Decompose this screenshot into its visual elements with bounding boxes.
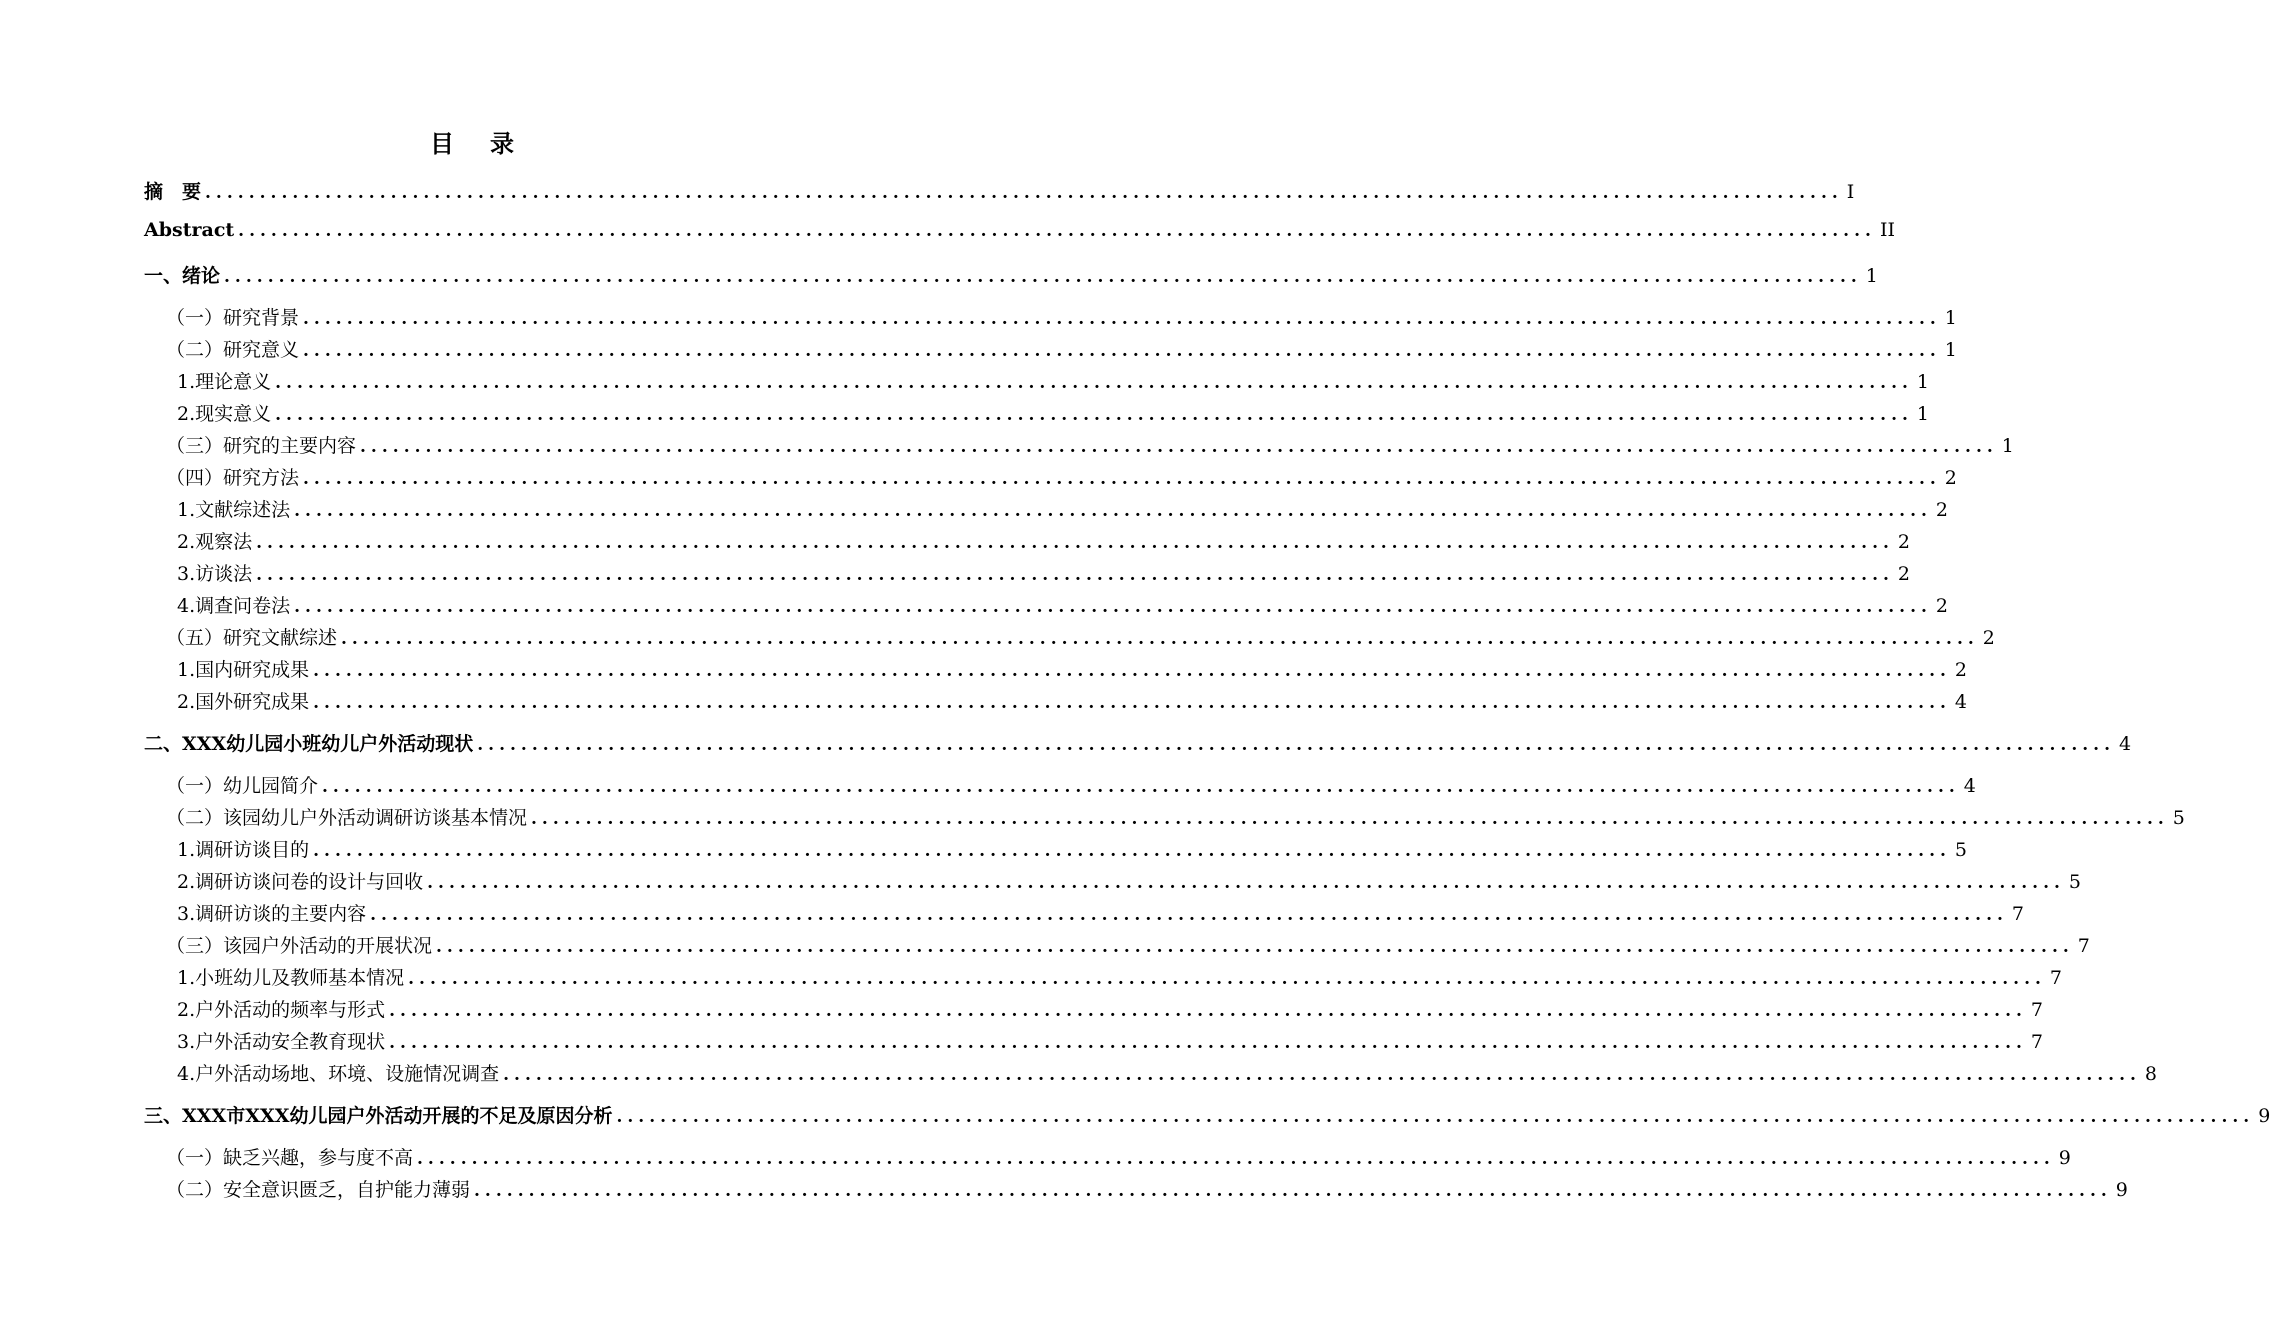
toc-dot-leader: ...................................................................................................................................................... <box>294 597 1932 617</box>
toc-dot-leader: ...................................................................................................................................................... <box>360 437 1998 457</box>
toc-page-number: 9 <box>2258 1105 2270 1127</box>
toc-dot-leader: ...................................................................................................................................................... <box>531 809 2169 829</box>
toc-page-number: 5 <box>2068 871 2082 893</box>
toc-entry[interactable] <box>166 623 1995 655</box>
toc-entry[interactable] <box>177 399 1930 431</box>
toc-entry-label: 1.文献综述法 <box>177 499 291 521</box>
toc-page-number: 9 <box>2115 1179 2128 1201</box>
toc-page-number: 2 <box>1944 467 1957 489</box>
toc-page-number: I <box>1846 181 1855 203</box>
toc-entry[interactable] <box>177 367 1930 399</box>
toc-page-number: 1 <box>1865 265 1878 287</box>
toc-entry[interactable] <box>177 559 1911 591</box>
toc-entry[interactable] <box>177 495 1949 527</box>
toc-entry-label: 一、绪论 <box>144 265 221 287</box>
toc-page-number: 4 <box>1954 691 1968 713</box>
toc-entry[interactable] <box>166 1143 2071 1175</box>
toc-page-number: 1 <box>2001 435 2014 457</box>
toc-entry[interactable] <box>177 899 2025 931</box>
toc-entry[interactable] <box>144 1101 2270 1133</box>
toc-dot-leader: ...................................................................................................................................................... <box>503 1065 2141 1085</box>
toc-entry-label: 2.观察法 <box>177 531 253 553</box>
toc-entry[interactable] <box>166 463 1957 495</box>
toc-entry-label: 4.户外活动场地、环境、设施情况调查 <box>177 1063 500 1085</box>
toc-entry[interactable] <box>166 1175 2128 1207</box>
toc-entry[interactable] <box>166 303 1957 335</box>
toc-entry-label: 3.户外活动安全教育现状 <box>177 1031 386 1053</box>
toc-dot-leader: ...................................................................................................................................................... <box>616 1107 2255 1127</box>
toc-entry[interactable] <box>177 687 1968 719</box>
toc-entry[interactable] <box>144 177 1855 209</box>
toc-page-number: 1 <box>1944 339 1957 361</box>
toc-entry-label: （一）缺乏兴趣，参与度不高 <box>166 1147 414 1169</box>
toc-page-number: 7 <box>2077 935 2090 957</box>
toc-dot-leader: ...................................................................................................................................................... <box>322 777 1960 797</box>
toc-entry-label: （一）研究背景 <box>166 307 300 329</box>
toc-entry-label: （二）该园幼儿户外活动调研访谈基本情况 <box>166 807 528 829</box>
toc-entry-label: （一）幼儿园简介 <box>166 775 319 797</box>
toc-entry[interactable] <box>166 335 1957 367</box>
toc-dot-leader: ...................................................................................................................................................... <box>427 873 2065 893</box>
toc-dot-leader: ...................................................................................................................................................... <box>474 1181 2112 1201</box>
toc-dot-leader: ...................................................................................................................................................... <box>341 629 1979 649</box>
toc-entry[interactable] <box>177 963 2063 995</box>
toc-page-number: 1 <box>1944 307 1957 329</box>
toc-entry-label: （三）该园户外活动的开展状况 <box>166 935 433 957</box>
toc-page-number: 2 <box>1897 531 1911 553</box>
page-title: 目 录 <box>430 129 520 158</box>
toc-entry[interactable] <box>177 655 1968 687</box>
toc-page-number: 2 <box>1897 563 1911 585</box>
toc-entry-label: 2.现实意义 <box>177 403 272 425</box>
toc-entry-label: 2.国外研究成果 <box>177 691 310 713</box>
toc-entry-label: Abstract <box>144 219 235 241</box>
toc-entry-label: （四）研究方法 <box>166 467 300 489</box>
toc-page-number: 7 <box>2030 999 2044 1021</box>
toc-entry-label: （二）研究意义 <box>166 339 300 361</box>
toc-entry[interactable] <box>166 803 2185 835</box>
toc-page-number: 2 <box>1935 595 1949 617</box>
toc-dot-leader: ...................................................................................................................................................... <box>275 405 1913 425</box>
toc-dot-leader: ...................................................................................................................................................... <box>370 905 2008 925</box>
toc-entry[interactable] <box>177 867 2082 899</box>
toc-entry[interactable] <box>166 771 1976 803</box>
toc-entry-label: 2.户外活动的频率与形式 <box>177 999 386 1021</box>
toc-dot-leader: ...................................................................................................................................................... <box>303 309 1941 329</box>
toc-dot-leader: ...................................................................................................................................................... <box>417 1149 2055 1169</box>
toc-page-number: 5 <box>1954 839 1968 861</box>
toc-page-number: 2 <box>1935 499 1949 521</box>
toc-page-number: 2 <box>1954 659 1968 681</box>
toc-dot-leader: ...................................................................................................................................................... <box>477 735 2116 755</box>
toc-dot-leader: ...................................................................................................................................................... <box>205 183 1843 203</box>
toc-entry-label: 1.理论意义 <box>177 371 272 393</box>
toc-entry[interactable] <box>166 931 2090 963</box>
toc-page-number: 1 <box>1916 403 1930 425</box>
toc-entry-label: 二、XXX幼儿园小班幼儿户外活动现状 <box>144 733 474 755</box>
toc-entry-label: 3.调研访谈的主要内容 <box>177 903 367 925</box>
toc-dot-leader: ...................................................................................................................................................... <box>436 937 2074 957</box>
toc-page-number: 4 <box>1963 775 1976 797</box>
toc-page-number: 8 <box>2144 1063 2158 1085</box>
toc-dot-leader: ...................................................................................................................................................... <box>303 469 1941 489</box>
toc-page-number: 5 <box>2172 807 2185 829</box>
toc-dot-leader: ...................................................................................................................................................... <box>408 969 2046 989</box>
toc-entry-label: 1.小班幼儿及教师基本情况 <box>177 967 405 989</box>
toc-entry[interactable] <box>177 995 2044 1027</box>
toc-page-number: II <box>1879 219 1895 241</box>
toc-entry-label: （三）研究的主要内容 <box>166 435 357 457</box>
toc-entry[interactable] <box>144 729 2132 761</box>
toc-page-number: 9 <box>2058 1147 2071 1169</box>
toc-entry[interactable] <box>177 1027 2044 1059</box>
toc-entry-label: （二）安全意识匮乏，自护能力薄弱 <box>166 1179 471 1201</box>
toc-dot-leader: ...................................................................................................................................................... <box>256 533 1894 553</box>
toc-dot-leader: ...................................................................................................................................................... <box>389 1033 2027 1053</box>
toc-page-number: 7 <box>2011 903 2025 925</box>
toc-entry[interactable] <box>144 219 1895 251</box>
toc-dot-leader: ...................................................................................................................................................... <box>303 341 1941 361</box>
toc-dot-leader: ...................................................................................................................................................... <box>313 693 1951 713</box>
toc-dot-leader: ...................................................................................................................................................... <box>224 267 1862 287</box>
toc-page-number: 1 <box>1916 371 1930 393</box>
toc-dot-leader: ...................................................................................................................................................... <box>313 841 1951 861</box>
toc-entry-label: 1.调研访谈目的 <box>177 839 310 861</box>
toc-dot-leader: ...................................................................................................................................................... <box>313 661 1951 681</box>
toc-entry-label: 4.调查问卷法 <box>177 595 291 617</box>
toc-entry[interactable] <box>177 527 1911 559</box>
toc-entry-label: 三、XXX市XXX幼儿园户外活动开展的不足及原因分析 <box>144 1105 613 1127</box>
toc-entry[interactable] <box>177 1059 2158 1091</box>
toc-entry-label: 摘 要 <box>144 181 202 203</box>
toc-entry-label: 1.国内研究成果 <box>177 659 310 681</box>
toc-page-number: 2 <box>1982 627 1995 649</box>
toc-dot-leader: ...................................................................................................................................................... <box>256 565 1894 585</box>
toc-entry-label: （五）研究文献综述 <box>166 627 338 649</box>
toc-page-number: 7 <box>2030 1031 2044 1053</box>
toc-entry[interactable] <box>177 591 1949 623</box>
toc-entry[interactable] <box>144 261 1878 293</box>
toc-entry-label: 3.访谈法 <box>177 563 253 585</box>
toc-entry[interactable] <box>177 835 1968 867</box>
toc-entry-label: 2.调研访谈问卷的设计与回收 <box>177 871 424 893</box>
toc-dot-leader: ...................................................................................................................................................... <box>275 373 1913 393</box>
toc-dot-leader: ...................................................................................................................................................... <box>294 501 1932 521</box>
toc-page-number: 7 <box>2049 967 2063 989</box>
toc-page-number: 4 <box>2119 733 2132 755</box>
toc-entry[interactable] <box>166 431 2014 463</box>
toc-dot-leader: ...................................................................................................................................................... <box>238 221 1876 241</box>
toc-dot-leader: ...................................................................................................................................................... <box>389 1001 2027 1021</box>
